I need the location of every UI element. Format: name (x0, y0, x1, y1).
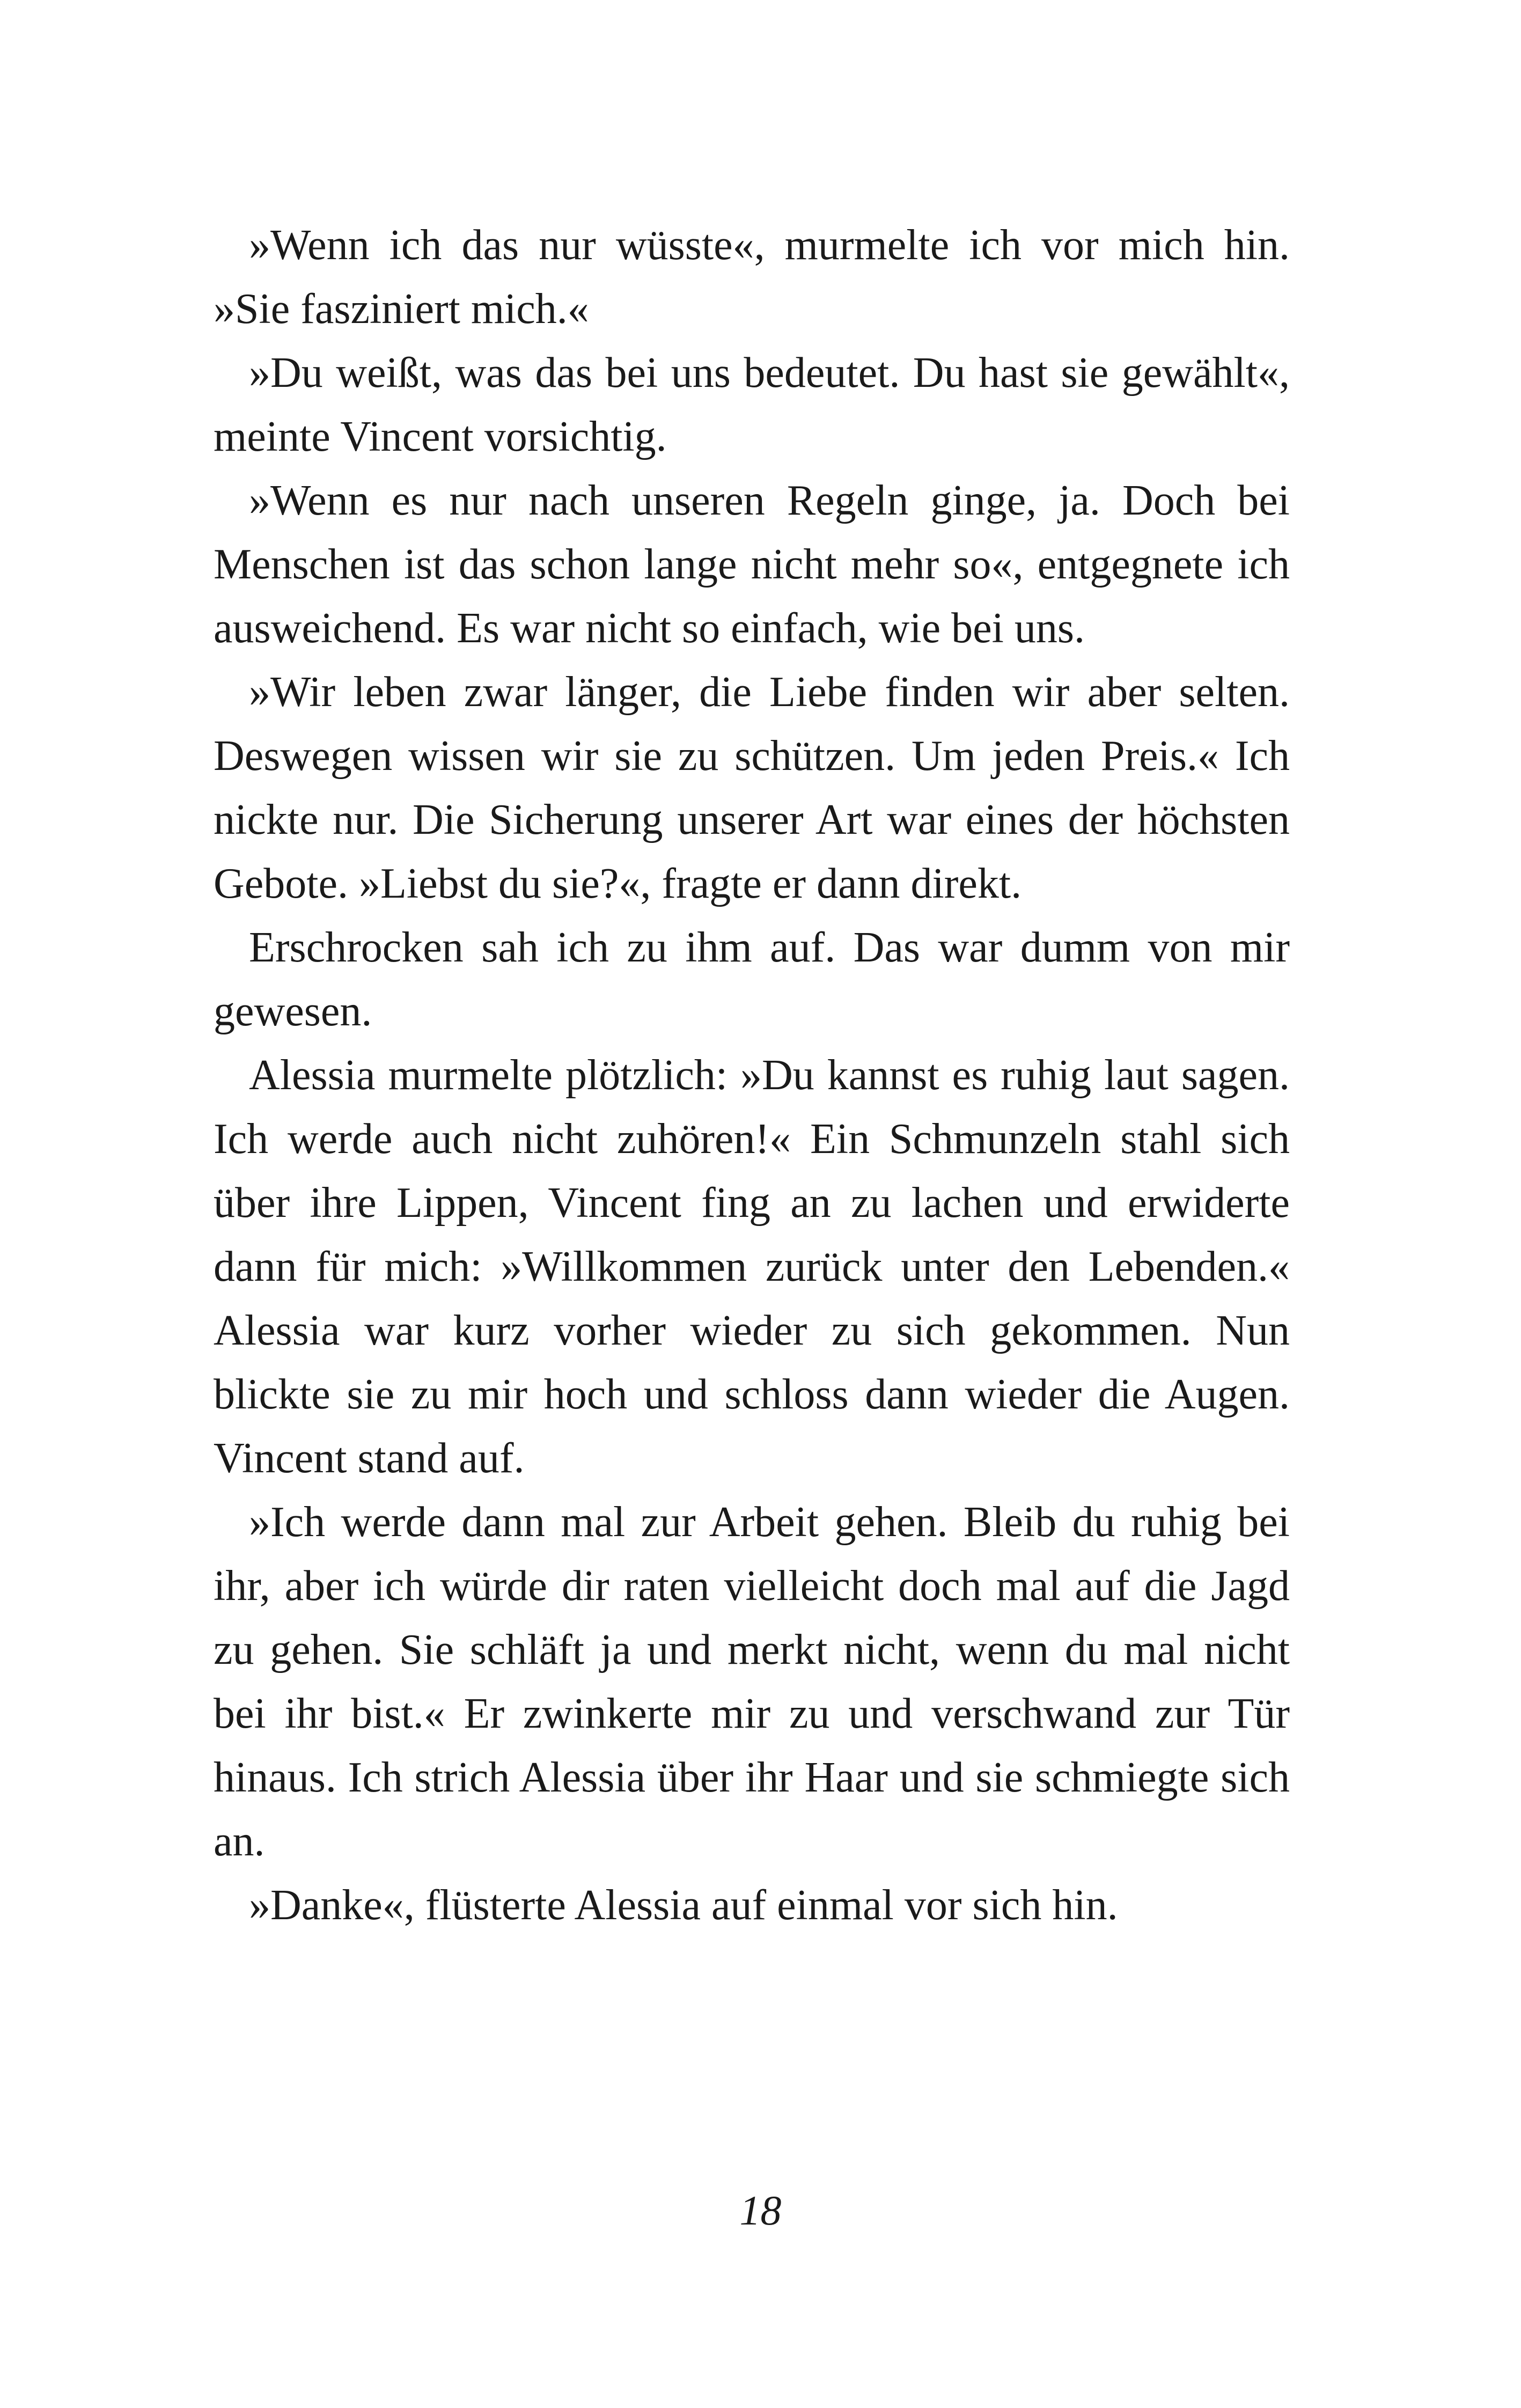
paragraph: »Wenn es nur nach unseren Regeln ginge, ja. Doch bei Menschen ist das schon lange nicht mehr so«, entgegnete ich ausweichend. Es war nicht so einfach, wie bei uns. (214, 477, 1290, 652)
page-number: 18 (739, 2187, 782, 2234)
paragraph: »Du weißt, was das bei uns bedeutet. Du hast sie gewählt«, meinte Vincent vorsichtig. (214, 349, 1290, 460)
paragraph: Erschrocken sah ich zu ihm auf. Das war dumm von mir gewesen. (214, 924, 1290, 1035)
paragraph: »Wenn ich das nur wüsste«, murmelte ich vor mich hin. »Sie fasziniert mich.« (214, 222, 1290, 333)
paragraph: »Ich werde dann mal zur Arbeit gehen. Bleib du ruhig bei ihr, aber ich würde dir raten vielleicht doch mal auf die Jagd zu gehen. Sie schläft ja und merkt nicht, wenn du mal nicht bei ihr bist.« Er zwinkerte mir zu und verschwand zur Tür hinaus. Ich strich Alessia über ihr Haar und sie schmiegte sich an. (214, 1499, 1290, 1865)
body-text (214, 214, 1290, 1937)
paragraph: »Danke«, flüsterte Alessia auf einmal vor sich hin. (249, 1882, 1118, 1929)
paragraph: »Wir leben zwar länger, die Liebe finden wir aber selten. Deswegen wissen wir sie zu schützen. Um jeden Preis.« Ich nickte nur. Die Sicherung unserer Art war eines der höchsten Gebote. »Liebst du sie?«, fragte er dann direkt. (214, 669, 1290, 907)
paragraph: Alessia murmelte plötzlich: »Du kannst es ruhig laut sagen. Ich werde auch nicht zuhören!« Ein Schmunzeln stahl sich über ihre Lippen, Vincent fing an zu lachen und erwiderte dann für mich: »Willkommen zurück unter den Lebenden.« Alessia war kurz vorher wieder zu sich gekommen. Nun blickte sie zu mir hoch und schloss dann wieder die Augen. Vincent stand auf. (214, 1052, 1290, 1482)
